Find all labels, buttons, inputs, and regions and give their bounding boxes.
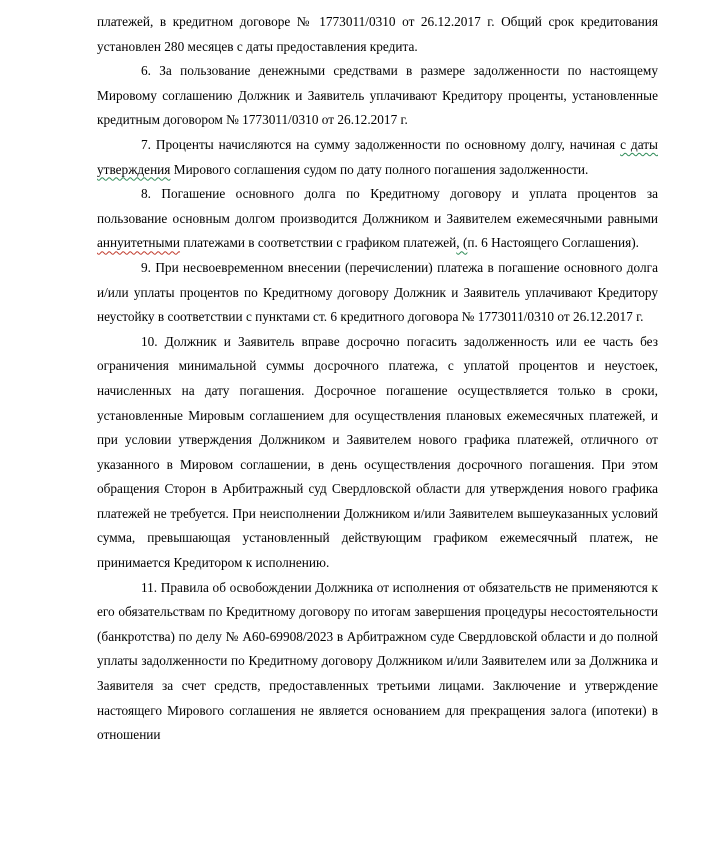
paragraph-text: 9. При несвоевременном внесении (перечислении) платежа в погашение основного долга и/или уплаты процентов по Кредитному договору Должник и Заявитель уплачивают Кредитору неустойку в соответствии с пунктами ст. 6 кредитного договора № 1773011/0310 от 26.12.2017 г. bbox=[97, 259, 658, 325]
paragraph-text: 10. Должник и Заявитель вправе досрочно погасить задолженность или ее часть без ограничения минимальной суммы досрочного платежа, с уплатой процентов и неустоек, начисленных на дату погашения. Досрочное погашение осуществляется только в сроки, установленные Мировым соглашением для осуществления плановых ежемесячных платежей, и при условии утверждения Должником и Заявителем нового графика платежей, отличного от указанного в Мировом соглашении, в день осуществления досрочного погашения. При этом обращения Сторон в Арбитражный суд Свердловской области для утверждения нового графика платежей не требуется. При неисполнении Должником и/или Заявителем вышеуказанных условий сумма, превышающая установленный действующим графиком ежемесячный платеж, не принимается Кредитором к исполнению. bbox=[97, 333, 658, 571]
document-body bbox=[97, 10, 658, 748]
paragraph-p8 bbox=[97, 182, 658, 256]
paragraph-text: 6. За пользование денежными средствами в размере задолженности по настоящему Мировому соглашению Должник и Заявитель уплачивают Кредитору проценты, установленные кредитным договором № 1773011/0310 от 26.12.2017 г. bbox=[97, 63, 658, 128]
paragraph-p-cont bbox=[97, 10, 658, 59]
paragraph-text: 11. Правила об освобождении Должника от исполнения от обязательств не применяются к его обязательствам по Кредитному договору по итогам завершения процедуры несостоятельности (банкротства) по делу № А60-69908/2023 в Арбитражном суде Свердловской области и до полной уплаты задолженности по Кредитному договору Должником и/или Заявителем или за Должника и Заявителя за счет средств, предоставленных третьими лицами. Заключение и утверждение настоящего Мирового соглашения не является основанием для прекращения залога (ипотеки) в отношении bbox=[97, 579, 658, 743]
spellcheck-marked-text: с даты утверждения bbox=[97, 136, 658, 177]
paragraph-text: платежами в соответствии с графиком платежей bbox=[180, 235, 457, 251]
spellcheck-marked-text: , ( bbox=[456, 235, 468, 251]
paragraph-p6 bbox=[97, 59, 658, 133]
paragraph-text: Мирового соглашения судом по дату полного погашения задолженности. bbox=[170, 161, 589, 177]
spellcheck-marked-text: аннуитетными bbox=[97, 235, 181, 251]
paragraph-text: 8. Погашение основного долга по Кредитному договору и уплата процентов за пользование основным долгом производится Должником и Заявителем ежемесячными равными bbox=[97, 186, 658, 226]
paragraph-p7 bbox=[97, 133, 658, 182]
paragraph-text: платежей, в кредитном договоре № 1773011/0310 от 26.12.2017 г. Общий срок кредитования установлен 280 месяцев с даты предоставления кредита. bbox=[97, 14, 658, 54]
paragraph-p10 bbox=[97, 330, 658, 576]
paragraph-p11 bbox=[97, 576, 658, 748]
paragraph-text: п. 6 Настоящего Соглашения). bbox=[467, 235, 639, 251]
paragraph-p9 bbox=[97, 256, 658, 330]
paragraph-text: 7. Проценты начисляются на сумму задолженности по основному долгу, начиная bbox=[141, 136, 621, 152]
